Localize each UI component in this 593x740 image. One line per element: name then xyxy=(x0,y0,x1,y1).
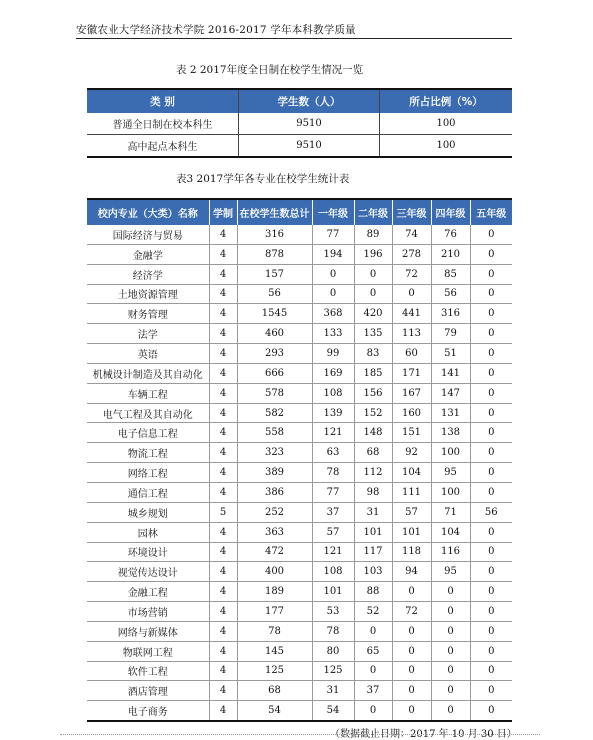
table-cell: 323 xyxy=(237,443,312,463)
table-cell: 机械设计制造及其自动化 xyxy=(87,363,209,383)
table-row xyxy=(87,344,512,364)
table-row xyxy=(87,304,512,324)
table-cell: 56 xyxy=(237,284,312,304)
header-divider xyxy=(76,38,512,39)
table1-caption: 表 2 2017年度全日制在校学生情况一览 xyxy=(176,64,364,76)
table-cell: 法学 xyxy=(87,324,209,344)
table-cell: 71 xyxy=(431,502,470,522)
table-cell: 0 xyxy=(470,423,512,443)
table-cell: 4 xyxy=(209,244,237,264)
table-cell: 0 xyxy=(354,661,392,681)
column-header: 校内专业（大类）名称 xyxy=(87,199,209,225)
column-header: 四年级 xyxy=(431,199,470,225)
table-cell: 68 xyxy=(354,443,392,463)
table-cell: 171 xyxy=(392,363,431,383)
table-cell: 148 xyxy=(354,423,392,443)
table-cell: 0 xyxy=(431,602,470,622)
column-header: 类 别 xyxy=(87,89,239,113)
table-cell: 0 xyxy=(470,641,512,661)
table-cell: 121 xyxy=(312,542,354,562)
table-cell: 95 xyxy=(431,463,470,483)
table-cell: 31 xyxy=(312,681,354,701)
table-cell: 4 xyxy=(209,304,237,324)
table-cell: 117 xyxy=(354,542,392,562)
table-cell: 城乡规划 xyxy=(87,502,209,522)
table-cell: 441 xyxy=(392,304,431,324)
table-cell: 108 xyxy=(312,562,354,582)
table-cell: 152 xyxy=(354,403,392,423)
table-row xyxy=(87,284,512,304)
table-cell: 4 xyxy=(209,284,237,304)
table-cell: 0 xyxy=(470,621,512,641)
table-cell: 54 xyxy=(237,701,312,721)
table-cell: 101 xyxy=(354,522,392,542)
table-cell: 0 xyxy=(431,681,470,701)
table-cell: 0 xyxy=(312,284,354,304)
table-cell: 57 xyxy=(392,502,431,522)
table-cell: 88 xyxy=(354,582,392,602)
table-cell: 666 xyxy=(237,363,312,383)
table-cell: 电子商务 xyxy=(127,707,168,719)
table-cell: 0 xyxy=(312,264,354,284)
table-cell: 4 xyxy=(209,522,237,542)
table-cell: 0 xyxy=(431,641,470,661)
table-cell: 78 xyxy=(237,621,312,641)
table-cell: 高中起点本科生 xyxy=(87,135,239,158)
table-cell: 视觉传达设计 xyxy=(87,562,209,582)
table-cell: 金融工程 xyxy=(87,582,209,602)
table-cell: 151 xyxy=(392,423,431,443)
table-cell: 118 xyxy=(392,542,431,562)
table-row xyxy=(87,562,512,582)
table-cell: 经济学 xyxy=(87,264,209,284)
table-cell: 368 xyxy=(312,304,354,324)
table-cell: 196 xyxy=(354,244,392,264)
table-cell: 网络与新媒体 xyxy=(87,621,209,641)
table-cell: 111 xyxy=(392,482,431,502)
table-cell: 160 xyxy=(392,403,431,423)
table-cell: 472 xyxy=(237,542,312,562)
table-cell: 167 xyxy=(392,383,431,403)
table-cell: 80 xyxy=(312,641,354,661)
table-cell: 125 xyxy=(237,661,312,681)
table-cell: 278 xyxy=(392,244,431,264)
table-cell: 土地资源管理 xyxy=(87,284,209,304)
table-cell: 1545 xyxy=(237,304,312,324)
table-cell: 92 xyxy=(392,443,431,463)
table-cell: 104 xyxy=(431,522,470,542)
table-row xyxy=(87,502,512,522)
table-cell: 147 xyxy=(431,383,470,403)
table-cell: 293 xyxy=(237,344,312,364)
table-cell: 100 xyxy=(431,482,470,502)
table-cell: 0 xyxy=(354,264,392,284)
table-cell: 65 xyxy=(354,641,392,661)
table-cell: 135 xyxy=(354,324,392,344)
table-cell: 0 xyxy=(470,522,512,542)
table-cell: 582 xyxy=(237,403,312,423)
page-bottom-divider xyxy=(60,734,540,735)
table-cell: 157 xyxy=(237,264,312,284)
table-cell: 0 xyxy=(431,582,470,602)
table-cell: 物流工程 xyxy=(87,443,209,463)
table-cell: 139 xyxy=(312,403,354,423)
table-cell: 189 xyxy=(237,582,312,602)
full-time-students-table xyxy=(87,88,512,158)
table-cell: 0 xyxy=(470,681,512,701)
table-cell: 园林 xyxy=(87,522,209,542)
table-cell: 9510 xyxy=(239,113,380,135)
table-cell: 363 xyxy=(237,522,312,542)
table-row xyxy=(87,244,512,264)
table-cell: 软件工程 xyxy=(87,661,209,681)
table-cell: 4 xyxy=(209,383,237,403)
table-cell: 0 xyxy=(392,661,431,681)
table-cell: 4 xyxy=(209,641,237,661)
table-cell: 98 xyxy=(354,482,392,502)
table-cell: 0 xyxy=(392,641,431,661)
table-cell: 95 xyxy=(431,562,470,582)
table-cell: 0 xyxy=(392,582,431,602)
column-header: 一年级 xyxy=(312,199,354,225)
table-cell: 177 xyxy=(237,602,312,622)
table-cell: 0 xyxy=(392,621,431,641)
table-cell: 0 xyxy=(470,463,512,483)
table-cell: 0 xyxy=(354,284,392,304)
table-cell: 400 xyxy=(237,562,312,582)
table-cell: 185 xyxy=(354,363,392,383)
column-header: 学生数（人） xyxy=(239,89,380,113)
table-cell: 133 xyxy=(312,324,354,344)
table-cell: 0 xyxy=(470,383,512,403)
table-body xyxy=(87,113,512,157)
table-cell: 878 xyxy=(237,244,312,264)
table-cell: 37 xyxy=(354,681,392,701)
table-row xyxy=(87,383,512,403)
table-cell: 通信工程 xyxy=(87,482,209,502)
table-row xyxy=(87,701,512,721)
table-cell: 78 xyxy=(312,463,354,483)
table-cell: 169 xyxy=(312,363,354,383)
column-header: 三年级 xyxy=(392,199,431,225)
table-cell: 电气工程及其自动化 xyxy=(87,403,209,423)
table-cell: 4 xyxy=(209,482,237,502)
table2-caption: 表3 2017学年各专业在校学生统计表 xyxy=(176,173,350,185)
table-cell: 60 xyxy=(392,344,431,364)
table-cell: 99 xyxy=(312,344,354,364)
table-cell: 4 xyxy=(209,562,237,582)
table-row xyxy=(87,423,512,443)
table-cell: 57 xyxy=(312,522,354,542)
table-cell: 网络工程 xyxy=(87,463,209,483)
table-row xyxy=(87,522,512,542)
table-cell: 0 xyxy=(470,482,512,502)
table-cell: 英语 xyxy=(87,344,209,364)
table-header-row xyxy=(87,89,512,113)
table-cell: 131 xyxy=(431,403,470,423)
table-cell: 316 xyxy=(431,304,470,324)
table-cell: 0 xyxy=(431,661,470,681)
table-row xyxy=(87,482,512,502)
table-cell: 4 xyxy=(209,344,237,364)
table-row xyxy=(87,602,512,622)
column-header: 二年级 xyxy=(354,199,392,225)
table-cell: 0 xyxy=(470,324,512,344)
table-cell: 0 xyxy=(470,701,512,721)
table-cell: 116 xyxy=(431,542,470,562)
table-cell: 78 xyxy=(312,621,354,641)
table-cell: 0 xyxy=(431,701,470,721)
table-cell: 4 xyxy=(209,621,237,641)
table-cell: 31 xyxy=(354,502,392,522)
table-cell: 77 xyxy=(312,482,354,502)
column-header: 五年级 xyxy=(470,199,512,225)
table-cell: 车辆工程 xyxy=(87,383,209,403)
table-cell: 460 xyxy=(237,324,312,344)
table-cell: 83 xyxy=(354,344,392,364)
table-cell: 0 xyxy=(470,661,512,681)
table-cell: 酒店管理 xyxy=(87,681,209,701)
table-cell: 316 xyxy=(237,225,312,244)
table-row xyxy=(87,403,512,423)
table-cell: 电子信息工程 xyxy=(87,423,209,443)
table-cell: 53 xyxy=(312,602,354,622)
table-cell: 财务管理 xyxy=(87,304,209,324)
table-cell: 100 xyxy=(380,113,513,135)
table-cell: 101 xyxy=(392,522,431,542)
table-cell: 121 xyxy=(312,423,354,443)
table-cell: 578 xyxy=(237,383,312,403)
column-header: 所占比例（%） xyxy=(380,89,513,113)
data-cutoff-note: （数据截止日期：2017 年 10 月 30 日） xyxy=(330,729,517,740)
table-row xyxy=(87,225,512,244)
table-row xyxy=(87,324,512,344)
table-cell: 74 xyxy=(392,225,431,244)
table-cell: 56 xyxy=(470,502,512,522)
table-cell: 0 xyxy=(470,225,512,244)
table-cell: 94 xyxy=(392,562,431,582)
table-row xyxy=(87,641,512,661)
table-cell: 0 xyxy=(470,602,512,622)
table-cell: 51 xyxy=(431,344,470,364)
table-row xyxy=(87,135,512,158)
table-cell: 4 xyxy=(209,661,237,681)
table-cell: 108 xyxy=(312,383,354,403)
table-cell: 72 xyxy=(392,602,431,622)
table-cell: 68 xyxy=(237,681,312,701)
table-cell: 37 xyxy=(312,502,354,522)
table-cell: 0 xyxy=(470,304,512,324)
table-cell: 79 xyxy=(431,324,470,344)
table-row xyxy=(87,542,512,562)
table-cell: 4 xyxy=(209,681,237,701)
table-body xyxy=(87,225,512,721)
table-cell: 104 xyxy=(392,463,431,483)
table-row xyxy=(87,463,512,483)
table-cell: 72 xyxy=(392,264,431,284)
column-header: 学制 xyxy=(209,199,237,225)
table-cell: 0 xyxy=(470,344,512,364)
table-cell: 56 xyxy=(431,284,470,304)
table-cell: 0 xyxy=(354,621,392,641)
table-cell: 0 xyxy=(470,562,512,582)
table-cell: 4 xyxy=(209,363,237,383)
table-cell: 0 xyxy=(470,244,512,264)
table-cell: 市场营销 xyxy=(87,602,209,622)
table-cell: 4 xyxy=(209,324,237,344)
table-cell: 52 xyxy=(354,602,392,622)
table-cell: 386 xyxy=(237,482,312,502)
table-cell: 89 xyxy=(354,225,392,244)
table-cell: 4 xyxy=(209,701,237,721)
table-cell: 194 xyxy=(312,244,354,264)
table-cell: 4 xyxy=(209,602,237,622)
table-cell: 156 xyxy=(354,383,392,403)
table-cell: 9510 xyxy=(239,135,380,158)
table-cell: 101 xyxy=(312,582,354,602)
table-cell: 252 xyxy=(237,502,312,522)
table-cell: 4 xyxy=(209,542,237,562)
table-cell: 5 xyxy=(209,502,237,522)
table-cell: 国际经济与贸易 xyxy=(87,225,209,244)
table-cell: 100 xyxy=(380,135,513,158)
table-cell: 4 xyxy=(209,443,237,463)
table-row xyxy=(87,582,512,602)
table-cell: 0 xyxy=(470,542,512,562)
table-cell: 0 xyxy=(354,701,392,721)
table-cell: 0 xyxy=(470,443,512,463)
table-cell: 389 xyxy=(237,463,312,483)
table-cell: 物联网工程 xyxy=(87,641,209,661)
table-cell: 0 xyxy=(392,701,431,721)
table-cell: 0 xyxy=(470,264,512,284)
table-cell: 4 xyxy=(209,264,237,284)
table-cell: 141 xyxy=(431,363,470,383)
table-cell: 4 xyxy=(209,225,237,244)
table-row xyxy=(87,681,512,701)
table-cell: 0 xyxy=(470,582,512,602)
table-cell: 420 xyxy=(354,304,392,324)
table-row xyxy=(87,113,512,135)
table-cell: 0 xyxy=(431,621,470,641)
table-row xyxy=(87,621,512,641)
table-cell: 0 xyxy=(392,284,431,304)
table-row xyxy=(87,661,512,681)
table-cell: 138 xyxy=(431,423,470,443)
column-header: 在校学生数总计 xyxy=(237,199,312,225)
table-row xyxy=(87,264,512,284)
table-cell: 金融学 xyxy=(87,244,209,264)
table-cell: 113 xyxy=(392,324,431,344)
table-cell: 54 xyxy=(312,701,354,721)
table-cell: 0 xyxy=(392,681,431,701)
table-cell: 4 xyxy=(209,463,237,483)
table-cell: 0 xyxy=(470,403,512,423)
table-cell: 125 xyxy=(312,661,354,681)
table-cell: 0 xyxy=(470,363,512,383)
table-cell: 63 xyxy=(312,443,354,463)
table-header-row xyxy=(87,199,512,225)
table-cell: 4 xyxy=(209,582,237,602)
page-header: 安徽农业大学经济技术学院 2016-2017 学年本科教学质量 xyxy=(76,24,356,36)
table-cell: 76 xyxy=(431,225,470,244)
table-cell: 558 xyxy=(237,423,312,443)
major-students-table xyxy=(87,198,512,722)
table-cell: 85 xyxy=(431,264,470,284)
table-cell: 145 xyxy=(237,641,312,661)
table-cell: 环境设计 xyxy=(87,542,209,562)
table-cell: 77 xyxy=(312,225,354,244)
table-cell: 普通全日制在校本科生 xyxy=(87,113,239,135)
table-cell: 4 xyxy=(209,403,237,423)
table-cell: 210 xyxy=(431,244,470,264)
table-cell: 103 xyxy=(354,562,392,582)
table-row xyxy=(87,363,512,383)
table-row xyxy=(87,443,512,463)
table-cell: 100 xyxy=(431,443,470,463)
table-cell: 4 xyxy=(209,423,237,443)
table-cell: 112 xyxy=(354,463,392,483)
table-cell: 0 xyxy=(470,284,512,304)
